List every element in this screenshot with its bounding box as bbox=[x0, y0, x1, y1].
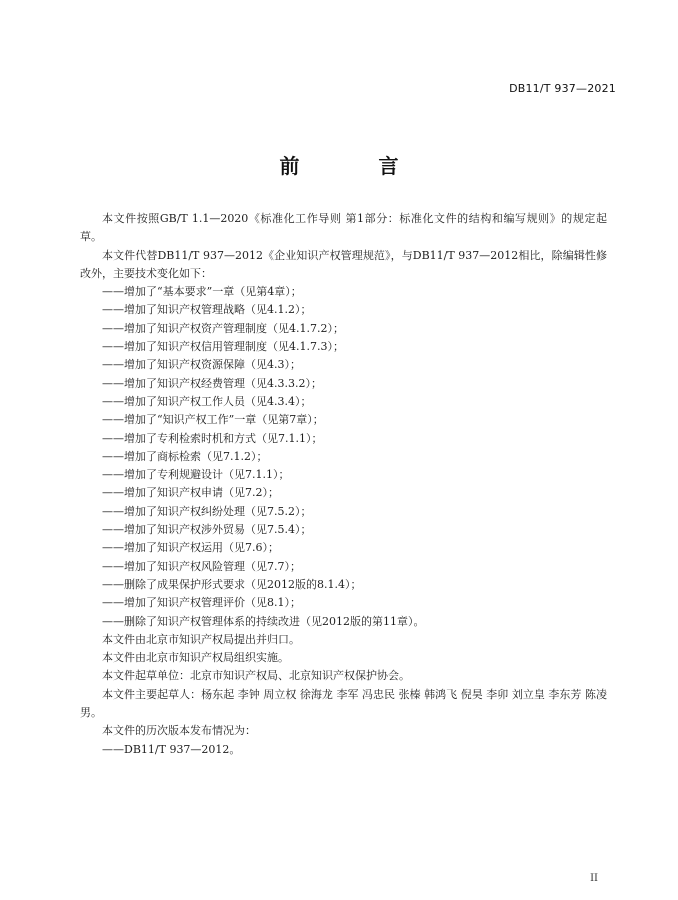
list-item: ——增加了知识产权运用（见7.6）； bbox=[102, 541, 279, 555]
list-item: ——增加了知识产权纠纷处理（见7.5.2）； bbox=[102, 504, 312, 518]
drafters-paragraph: 本文件主要起草人：杨东起 李钟 周立权 徐海龙 李军 冯忠民 张榛 韩鸿飞 倪昊 李卯 刘立皇 李东芳 陈凌男。 bbox=[80, 687, 607, 720]
preface-body bbox=[80, 210, 607, 759]
closing-paragraph: 本文件的历次版本发布情况为： bbox=[102, 724, 256, 738]
list-item: ——增加了知识产权工作人员（见4.3.4）； bbox=[102, 394, 312, 408]
closing-paragraph: 本文件由北京市知识产权局提出并归口。 bbox=[102, 632, 300, 646]
version-history-list bbox=[80, 741, 607, 759]
list-item: ——增加了知识产权资产管理制度（见4.1.7.2）； bbox=[102, 321, 344, 335]
list-item: ——增加了知识产权经费管理（见4.3.3.2）； bbox=[102, 376, 322, 390]
page-title: 前 言 bbox=[279, 154, 435, 178]
page-number: II bbox=[590, 873, 598, 884]
list-item: ——增加了知识产权风险管理（见7.7）； bbox=[102, 559, 301, 573]
list-item: ——DB11/T 937—2012。 bbox=[102, 742, 241, 756]
list-item: ——增加了知识产权资源保障（见4.3）； bbox=[102, 358, 301, 372]
document-code: DB11/T 937—2021 bbox=[509, 82, 616, 95]
list-item: ——增加了专利检索时机和方式（见7.1.1）； bbox=[102, 431, 323, 445]
list-item: ——删除了成果保护形式要求（见2012版的8.1.4）； bbox=[102, 577, 362, 591]
list-item: ——增加了知识产权涉外贸易（见7.5.4）； bbox=[102, 523, 312, 537]
list-item: ——增加了“基本要求”一章（见第4章）； bbox=[102, 285, 302, 299]
intro-paragraph: 本文件按照GB/T 1.1—2020《标准化工作导则 第1部分：标准化文件的结构和编写规则》的规定起草。 bbox=[80, 212, 607, 244]
closing-paragraph: 本文件由北京市知识产权局组织实施。 bbox=[102, 651, 289, 665]
list-item: ——增加了“知识产权工作”一章（见第7章）； bbox=[102, 413, 324, 427]
list-item: ——增加了专利规避设计（见7.1.1）； bbox=[102, 468, 290, 482]
technical-changes-list bbox=[80, 283, 607, 631]
list-item: ——增加了知识产权申请（见7.2）； bbox=[102, 486, 279, 500]
list-item: ——增加了知识产权管理评价（见8.1）； bbox=[102, 596, 301, 610]
list-item: ——删除了知识产权管理体系的持续改进（见2012版的第11章）。 bbox=[102, 614, 425, 628]
closing-paragraph: 本文件起草单位：北京市知识产权局、北京知识产权保护协会。 bbox=[102, 669, 410, 683]
list-item: ——增加了知识产权管理战略（见4.1.2）； bbox=[102, 303, 312, 317]
list-item: ——增加了商标检索（见7.1.2）； bbox=[102, 449, 268, 463]
intro-paragraph: 本文件代替DB11/T 937—2012《企业知识产权管理规范》，与DB11/T 937—2012相比，除编辑性修改外，主要技术变化如下： bbox=[80, 248, 607, 280]
list-item: ——增加了知识产权信用管理制度（见4.1.7.3）； bbox=[102, 340, 344, 354]
